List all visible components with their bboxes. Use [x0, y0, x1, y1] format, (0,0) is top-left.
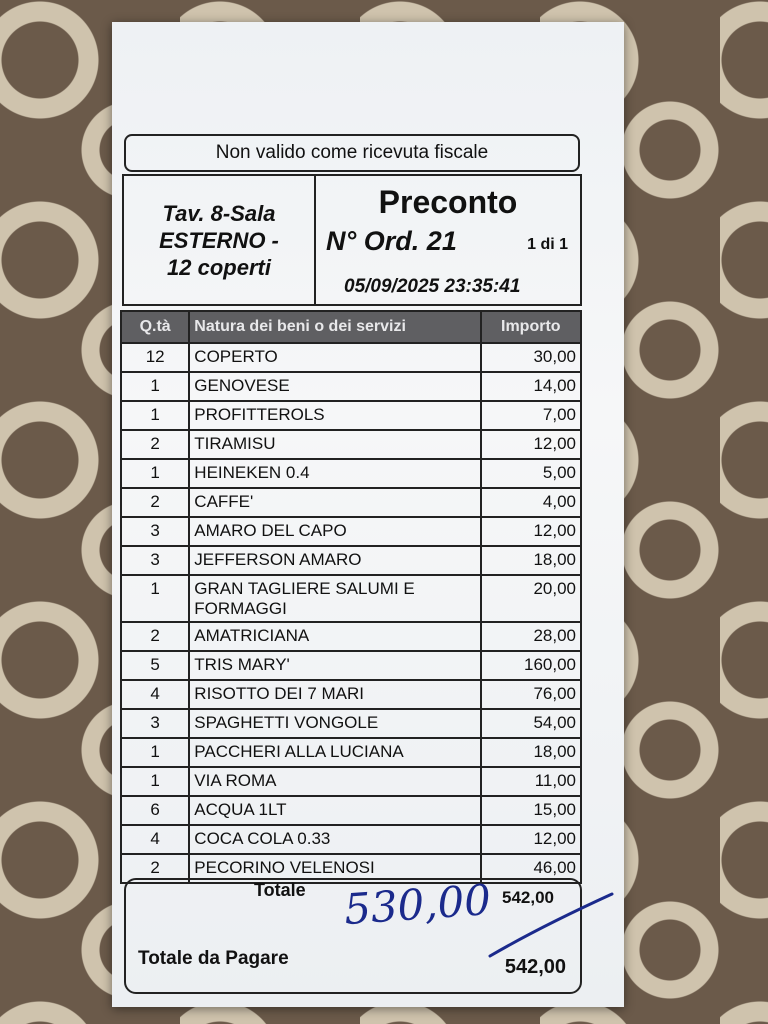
item-desc: VIA ROMA [189, 767, 480, 796]
item-row [121, 709, 581, 738]
item-qty: 1 [121, 738, 189, 767]
item-desc: AMATRICIANA [189, 622, 480, 651]
item-qty: 2 [121, 622, 189, 651]
item-desc: COPERTO [189, 343, 480, 372]
item-amount: 15,00 [481, 796, 581, 825]
item-row [121, 343, 581, 372]
item-amount: 160,00 [481, 651, 581, 680]
item-qty: 1 [121, 401, 189, 430]
item-desc: COCA COLA 0.33 [189, 825, 480, 854]
item-qty: 3 [121, 517, 189, 546]
item-desc: PACCHERI ALLA LUCIANA [189, 738, 480, 767]
item-row [121, 622, 581, 651]
item-desc: TRIS MARY' [189, 651, 480, 680]
item-row [121, 517, 581, 546]
item-desc: PECORINO VELENOSI [189, 854, 480, 883]
item-desc: CAFFE' [189, 488, 480, 517]
item-desc: RISOTTO DEI 7 MARI [189, 680, 480, 709]
item-amount: 14,00 [481, 372, 581, 401]
item-amount: 18,00 [481, 738, 581, 767]
item-row [121, 459, 581, 488]
item-amount: 12,00 [481, 430, 581, 459]
totals-box [124, 874, 582, 994]
item-row [121, 651, 581, 680]
page-indicator: 1 di 1 [527, 236, 568, 253]
qty-header: Q.tà [121, 311, 189, 343]
item-row [121, 767, 581, 796]
item-qty: 1 [121, 459, 189, 488]
item-qty: 3 [121, 709, 189, 738]
item-row [121, 430, 581, 459]
pen-strike-mark [486, 890, 616, 960]
table-info [124, 176, 316, 304]
receipt-title: Preconto [378, 184, 518, 220]
item-qty: 2 [121, 854, 189, 883]
item-qty: 1 [121, 575, 189, 622]
item-amount: 5,00 [481, 459, 581, 488]
table-line: Tav. 8-Sala [162, 200, 276, 226]
fiscal-notice: Non valido come ricevuta fiscale [124, 134, 580, 172]
receipt [112, 22, 624, 1007]
item-amount: 20,00 [481, 575, 581, 622]
item-qty: 3 [121, 546, 189, 575]
item-qty: 1 [121, 372, 189, 401]
items-header-row [121, 311, 581, 343]
item-row [121, 680, 581, 709]
receipt-header [122, 174, 582, 306]
item-amount: 12,00 [481, 825, 581, 854]
item-qty: 4 [121, 680, 189, 709]
item-desc: SPAGHETTI VONGOLE [189, 709, 480, 738]
item-row [121, 796, 581, 825]
item-qty: 2 [121, 488, 189, 517]
item-amount: 18,00 [481, 546, 581, 575]
items-table [120, 310, 582, 884]
item-qty: 4 [121, 825, 189, 854]
handwritten-total: 530,00 [342, 874, 493, 935]
desc-header: Natura dei beni o dei servizi [189, 311, 480, 343]
item-row [121, 372, 581, 401]
item-desc: AMARO DEL CAPO [189, 517, 480, 546]
items-body [121, 343, 581, 883]
item-qty: 12 [121, 343, 189, 372]
item-desc: HEINEKEN 0.4 [189, 459, 480, 488]
item-amount: 28,00 [481, 622, 581, 651]
item-amount: 46,00 [481, 854, 581, 883]
item-row [121, 738, 581, 767]
item-row [121, 488, 581, 517]
order-info [316, 176, 580, 304]
item-row [121, 575, 581, 622]
amount-header: Importo [481, 311, 581, 343]
item-desc: JEFFERSON AMARO [189, 546, 480, 575]
item-row [121, 401, 581, 430]
item-desc: ACQUA 1LT [189, 796, 480, 825]
item-row [121, 546, 581, 575]
item-desc: TIRAMISU [189, 430, 480, 459]
item-qty: 5 [121, 651, 189, 680]
total-label: Totale [254, 880, 306, 900]
item-amount: 30,00 [481, 343, 581, 372]
item-row [121, 825, 581, 854]
item-desc: GENOVESE [189, 372, 480, 401]
item-amount: 12,00 [481, 517, 581, 546]
item-qty: 1 [121, 767, 189, 796]
total-value: 542,00 [502, 888, 554, 907]
item-amount: 11,00 [481, 767, 581, 796]
pay-value: 542,00 [504, 956, 566, 978]
item-amount: 76,00 [481, 680, 581, 709]
table-line: ESTERNO - [159, 227, 279, 253]
item-qty: 2 [121, 430, 189, 459]
item-amount: 54,00 [481, 709, 581, 738]
item-desc: GRAN TAGLIERE SALUMI E FORMAGGI [189, 575, 480, 622]
item-desc: PROFITTEROLS [189, 401, 480, 430]
item-amount: 7,00 [481, 401, 581, 430]
table-line: 12 coperti [167, 254, 271, 280]
pay-label: Totale da Pagare [138, 948, 289, 969]
order-datetime: 05/09/2025 23:35:41 [344, 276, 521, 297]
order-number: N° Ord. 21 [326, 226, 457, 256]
item-qty: 6 [121, 796, 189, 825]
item-amount: 4,00 [481, 488, 581, 517]
